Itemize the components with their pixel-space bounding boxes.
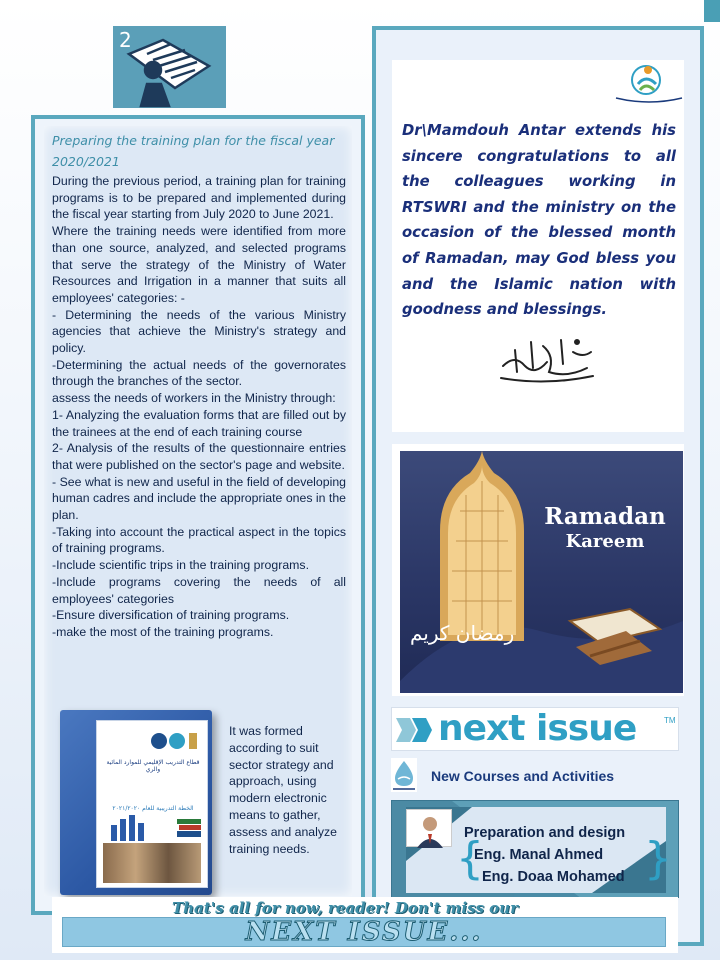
ramadan-arabic-text: رمضان كريم	[410, 621, 515, 645]
article-paragraph: -Taking into account the practical aspect in the topics of training programs.	[52, 524, 346, 556]
article-title: Preparing the training plan for the fiscal year 2020/2021	[52, 133, 335, 169]
training-photo	[103, 843, 201, 883]
designer-name: Eng. Manal Ahmed	[474, 847, 604, 863]
left-brace-icon: {	[456, 833, 484, 884]
book-cover	[96, 720, 208, 888]
credits-box	[391, 800, 679, 898]
designer-name: Eng. Doaa Mohamed	[482, 869, 625, 885]
article-paragraph: 1- Analyzing the evaluation forms that are filled out by the trainees at the end of each training course	[52, 407, 346, 439]
ramadan-subtitle: Kareem	[565, 531, 645, 552]
article-paragraph: assess the needs of workers in the Ministry through:	[52, 391, 336, 406]
new-courses-label: New Courses and Activities	[431, 768, 615, 784]
article-paragraph: -Include scientific trips in the training programs.	[52, 558, 309, 573]
next-arrow-icon	[396, 714, 436, 746]
ramadan-title: Ramadan	[544, 503, 666, 530]
article-paragraph: - Determining the needs of the various Ministry agencies that achieve the Ministry's strategy and policy.	[52, 307, 346, 356]
book-arabic-year: الخطة التدريبية للعام ٢٠٢١/٢٠٢٠	[112, 805, 194, 812]
sector-logo-icon	[612, 60, 686, 104]
article-paragraph: Where the training needs were identified from more than one source, analyzed, and selected programs that serve the strategy of the Ministry of Water Resources and Irrigation in a manner that suits all employees' categories: -	[52, 224, 346, 305]
ramadan-calligraphy-icon	[495, 332, 599, 386]
right-brace-icon: }	[644, 833, 672, 884]
newspaper-reader-icon	[113, 26, 226, 108]
mosque-window-icon	[400, 451, 683, 693]
bar-graphic-icon	[109, 815, 149, 841]
page-number: 2	[119, 28, 132, 52]
person-avatar-icon	[407, 810, 453, 848]
ramadan-kareem-image	[400, 451, 683, 693]
article-paragraph: -make the most of the training programs.	[52, 624, 274, 639]
water-drop-icon	[391, 758, 417, 792]
page-number-badge	[113, 26, 226, 108]
designer-photo	[406, 809, 452, 847]
article-body	[52, 173, 346, 641]
credits-heading: Preparation and design	[464, 825, 626, 841]
book-arabic-heading: قطاع التدريب الإقليمي للموارد المائية والري	[106, 759, 200, 773]
trademark-mark: TM	[664, 716, 676, 725]
article-paragraph: During the previous period, a training plan for training programs is to be prepared and implemented during the fiscal year starting from July 2020 to June 2021.	[52, 174, 346, 222]
article-paragraph: -Determining the actual needs of the governorates through the branches of the sector.	[52, 357, 346, 389]
article-paragraph: -Include programs covering the needs of all employees' categories	[52, 574, 346, 606]
corner-tab	[704, 0, 720, 22]
next-issue-banner	[391, 707, 679, 751]
ministry-logos-icon	[149, 729, 199, 753]
footer-tagline: That's all for now, reader! Don't miss our	[171, 899, 518, 917]
courses-row	[391, 758, 679, 794]
article-paragraph: 2- Analysis of the results of the questionnaire entries that were published on the sector's page and website.	[52, 441, 346, 472]
article-paragraph: -Ensure diversification of training programs.	[52, 608, 290, 623]
book-caption: It was formed according to suit sector strategy and approach, using modern electronic means to gather, assess and analyze training needs.	[229, 724, 338, 856]
footer-next-issue-text: NEXT ISSUE...	[245, 917, 483, 947]
article-paragraph: - See what is new and useful in the field of developing human cadres and include the appropriate ones in the plan.	[52, 474, 346, 523]
next-issue-logo-text: next issue	[438, 708, 637, 749]
water-drop-logo	[391, 758, 417, 792]
stacked-books-icon	[177, 817, 203, 839]
greeting-message: Dr\Mamdouh Antar extends his sincere congratulations to all the colleagues working in RTSWRI and the ministry on the occasion of the blessed month of Ramadan, may God bless you and the Islamic nation with goodness and blessings.	[402, 122, 676, 319]
